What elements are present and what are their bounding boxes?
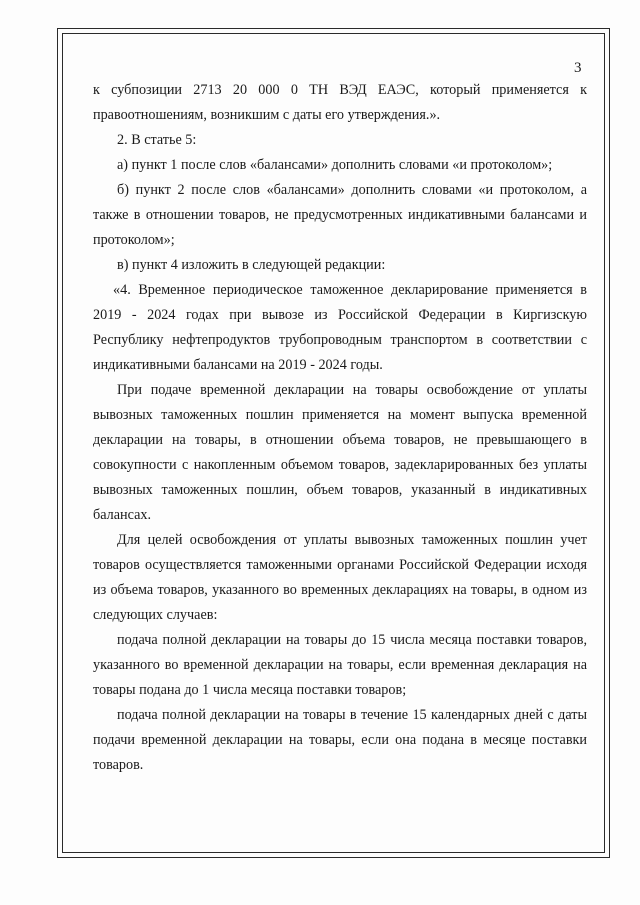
body-text — [93, 78, 587, 778]
paragraph-point-4: «4. Временное периодическое таможенное декларирование применяется в 2019 - 2024 годах при вывозе из Российской Федерации в Киргизскую Республику нефтепродуктов трубопроводным транспортом в соответствии с индикативными балансами на 2019 - 2024 годы. — [93, 282, 587, 373]
paragraph-item-c: в) пункт 4 изложить в следующей редакции: — [117, 257, 386, 273]
paragraph-exemption: При подаче временной декларации на товары освобождение от уплаты вывозных таможенных пошлин применяется на момент выпуска временной декларации на товары, в отношении объема товаров, не превышающего в совокупности с накопленным объемом товаров, задекларированных без уплаты вывозных таможенных пошлин, объем товаров, указанный в индикативных балансах. — [93, 382, 587, 523]
page-number: 3 — [574, 60, 582, 76]
paragraph-accounting: Для целей освобождения от уплаты вывозных таможенных пошлин учет товаров осуществляется таможенными органами Российской Федерации исходя из объема товаров, указанного во временных декларациях на товары, в одном из следующих случаев: — [93, 532, 587, 623]
paragraph-case-2: подача полной декларации на товары в течение 15 календарных дней с даты подачи временной декларации на товары, если она подана в месяце поставки товаров. — [93, 707, 587, 773]
paragraph-item-a: а) пункт 1 после слов «балансами» дополнить словами «и протоколом»; — [117, 157, 553, 173]
paragraph-continuation: к субпозиции 2713 20 000 0 ТН ВЭД ЕАЭС, который применяется к правоотношениям, возникшим с даты его утверждения.». — [93, 82, 587, 123]
paragraph-item-b: б) пункт 2 после слов «балансами» дополнить словами «и протоколом, а также в отношении товаров, не предусмотренных индикативными балансами и протоколом»; — [93, 182, 587, 248]
paragraph-case-1: подача полной декларации на товары до 15 числа месяца поставки товаров, указанного во временной декларации на товары, если временная декларация на товары подана до 1 числа месяца поставки товаров; — [93, 632, 587, 698]
paragraph-article-5: 2. В статье 5: — [117, 132, 197, 148]
